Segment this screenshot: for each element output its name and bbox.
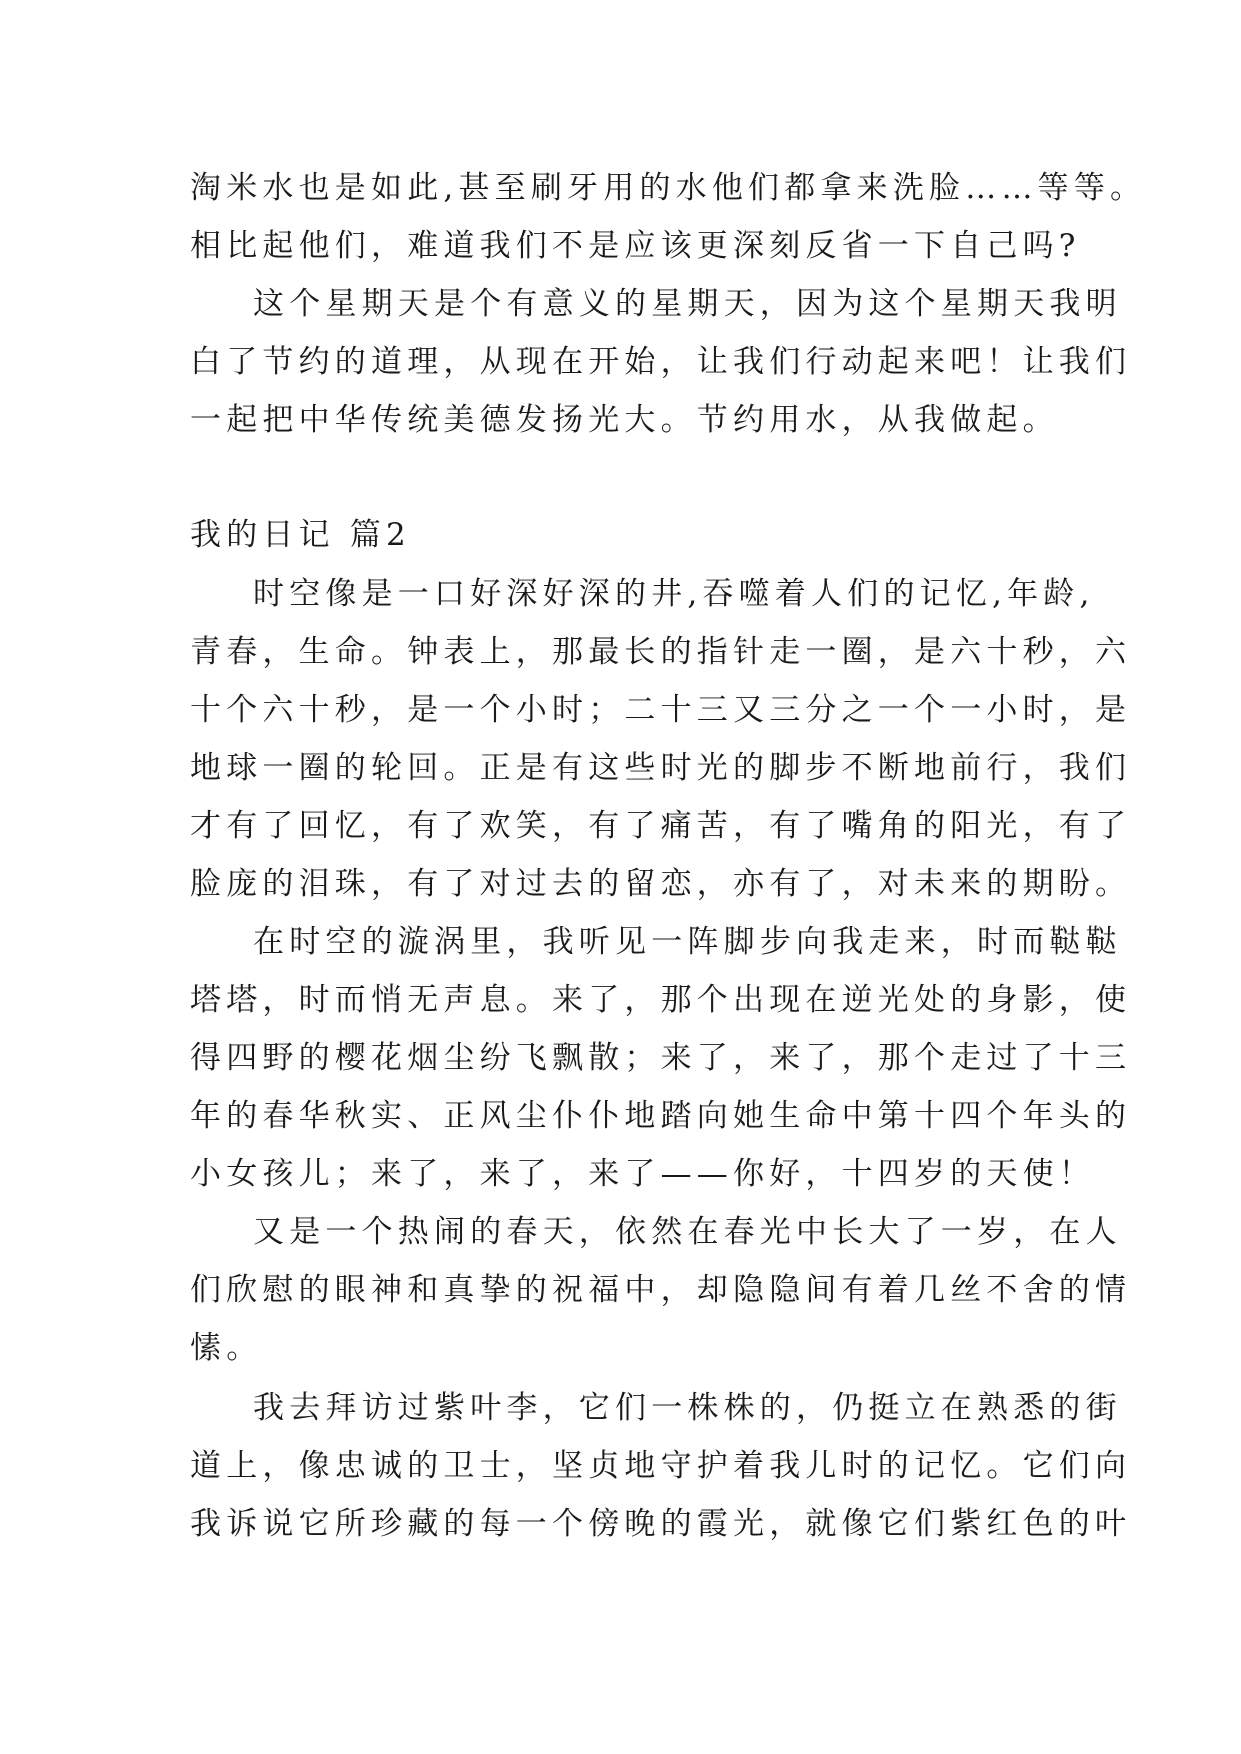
text-line: 相比起他们，难道我们不是应该更深刻反省一下自己吗?	[190, 228, 1081, 264]
paragraph-first-line: 在时空的漩涡里，我听见一阵脚步向我走来，时而鞑鞑	[253, 924, 1122, 960]
text-line: 白了节约的道理，从现在开始，让我们行动起来吧！让我们	[190, 344, 1132, 380]
text-line: 脸庞的泪珠，有了对过去的留恋，亦有了，对未来的期盼。	[190, 866, 1132, 902]
text-line: 塔塔，时而悄无声息。来了，那个出现在逆光处的身影，使	[190, 982, 1132, 1018]
paragraph-first-line: 时空像是一口好深好深的井,吞噬着人们的记忆,年龄,	[253, 576, 1095, 612]
text-line: 才有了回忆，有了欢笑，有了痛苦，有了嘴角的阳光，有了	[190, 808, 1132, 844]
text-line: 们欣慰的眼神和真挚的祝福中，却隐隐间有着几丝不舍的情	[190, 1272, 1132, 1308]
section-heading: 我的日记 篇2	[190, 517, 411, 553]
paragraph-first-line: 又是一个热闹的春天，依然在春光中长大了一岁，在人	[253, 1214, 1122, 1250]
text-line: 地球一圈的轮回。正是有这些时光的脚步不断地前行，我们	[190, 750, 1132, 786]
text-line: 年的春华秋实、正风尘仆仆地踏向她生命中第十四个年头的	[190, 1098, 1132, 1134]
paragraph-first-line: 我去拜访过紫叶李，它们一株株的，仍挺立在熟悉的街	[253, 1390, 1122, 1426]
text-line: 十个六十秒，是一个小时；二十三又三分之一个一小时，是	[190, 692, 1132, 728]
text-line: 一起把中华传统美德发扬光大。节约用水，从我做起。	[190, 402, 1059, 438]
text-line: 得四野的樱花烟尘纷飞飘散；来了，来了，那个走过了十三	[190, 1040, 1132, 1076]
text-line: 愫。	[190, 1330, 263, 1366]
text-line: 我诉说它所珍藏的每一个傍晚的霞光，就像它们紫红色的叶	[190, 1506, 1132, 1542]
paragraph-first-line: 这个星期天是个有意义的星期天，因为这个星期天我明	[253, 286, 1122, 322]
text-line: 道上，像忠诚的卫士，坚贞地守护着我儿时的记忆。它们向	[190, 1448, 1132, 1484]
text-line: 小女孩儿；来了，来了，来了——你好，十四岁的天使！	[190, 1156, 1095, 1192]
text-line: 青春，生命。钟表上，那最长的指针走一圈，是六十秒，六	[190, 634, 1132, 670]
text-line: 淘米水也是如此,甚至刷牙用的水他们都拿来洗脸……等等。	[190, 170, 1147, 206]
